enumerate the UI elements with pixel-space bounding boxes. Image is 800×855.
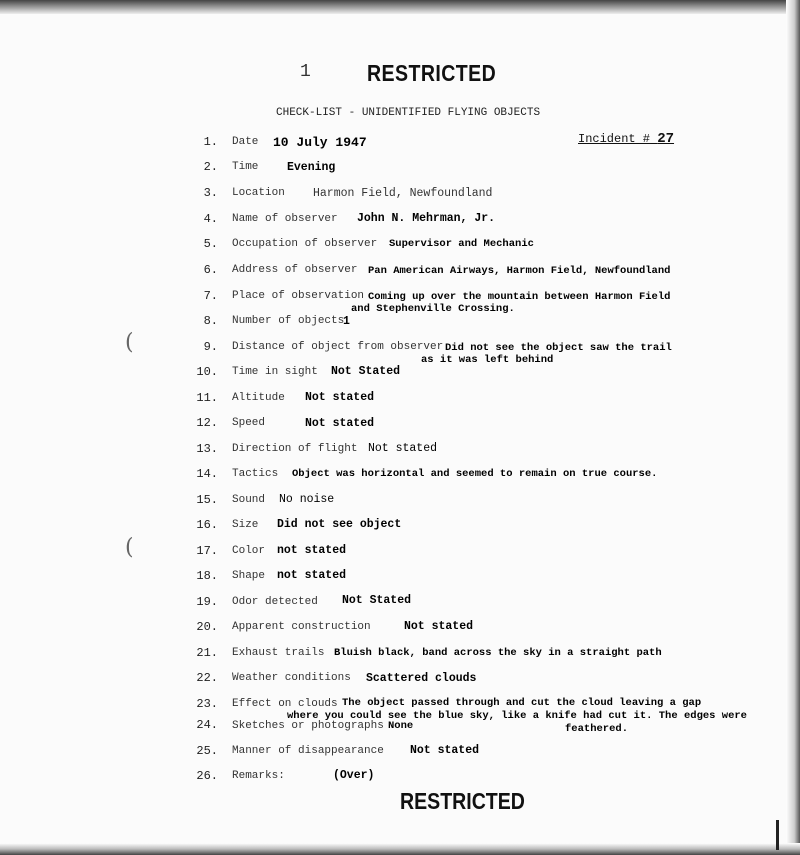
item-value: Object was horizontal and seemed to remain on true course. bbox=[292, 468, 658, 480]
item-value-continued: and Stephenville Crossing. bbox=[351, 303, 515, 315]
item-value: The object passed through and cut the cloud leaving a gap bbox=[342, 697, 702, 709]
item-label: Manner of disappearance bbox=[232, 745, 384, 757]
classification-header: RESTRICTED bbox=[367, 60, 497, 86]
item-label: Time in sight bbox=[232, 366, 318, 378]
scan-edge-right bbox=[786, 0, 800, 855]
item-value-continued: where you could see the blue sky, like a knife had cut it. The edges were bbox=[287, 710, 747, 722]
item-number: 14. bbox=[196, 467, 218, 481]
item-label: Effect on clouds bbox=[232, 698, 338, 710]
item-label: Color bbox=[232, 545, 266, 557]
item-label: Time bbox=[232, 161, 259, 173]
classification-footer: RESTRICTED bbox=[400, 788, 525, 814]
item-label: Direction of flight bbox=[232, 443, 358, 455]
item-value: Supervisor and Mechanic bbox=[389, 238, 534, 250]
item-number: 6. bbox=[203, 263, 218, 277]
item-label: Sound bbox=[232, 494, 266, 506]
item-number: 26. bbox=[196, 769, 218, 783]
item-label: Size bbox=[232, 519, 259, 531]
item-number: 22. bbox=[196, 671, 218, 685]
item-label: Weather conditions bbox=[232, 672, 351, 684]
item-value: Not stated bbox=[305, 417, 375, 430]
item-value: Not Stated bbox=[331, 365, 401, 378]
item-value: Not stated bbox=[404, 620, 474, 633]
item-number: 20. bbox=[196, 620, 218, 634]
item-value: Not Stated bbox=[342, 594, 412, 607]
item-value: Pan American Airways, Harmon Field, Newfoundland bbox=[368, 265, 671, 277]
item-value: Harmon Field, Newfoundland bbox=[313, 187, 493, 200]
item-label: Remarks: bbox=[232, 770, 285, 782]
stray-mark: ( bbox=[125, 330, 134, 355]
item-label: Address of observer bbox=[232, 264, 358, 276]
item-number: 17. bbox=[196, 544, 218, 558]
scan-mark bbox=[776, 820, 779, 850]
item-label: Location bbox=[232, 187, 285, 199]
item-number: 7. bbox=[203, 289, 218, 303]
item-number: 4. bbox=[203, 212, 218, 226]
item-value: (Over) bbox=[333, 769, 375, 782]
item-label: Altitude bbox=[232, 392, 285, 404]
item-number: 5. bbox=[203, 237, 218, 251]
item-label: Occupation of observer bbox=[232, 238, 378, 250]
item-number: 25. bbox=[196, 744, 218, 758]
item-value: Not stated bbox=[368, 442, 438, 455]
item-label: Name of observer bbox=[232, 213, 338, 225]
stray-mark: ( bbox=[125, 535, 134, 560]
item-number: 11. bbox=[196, 391, 218, 405]
item-label: Tactics bbox=[232, 468, 279, 480]
item-label: Number of objects bbox=[232, 315, 345, 327]
item-label: Date bbox=[232, 136, 259, 148]
item-value: No noise bbox=[279, 493, 335, 506]
item-number: 1. bbox=[203, 135, 218, 149]
page-number: 1 bbox=[300, 62, 311, 82]
item-value: 10 July 1947 bbox=[273, 135, 367, 150]
item-label: Exhaust trails bbox=[232, 647, 325, 659]
item-value: Bluish black, band across the sky in a straight path bbox=[334, 647, 662, 659]
item-number: 8. bbox=[203, 314, 218, 328]
item-label: Apparent construction bbox=[232, 621, 371, 633]
item-value: Evening bbox=[287, 161, 336, 174]
item-number: 12. bbox=[196, 416, 218, 430]
form-title: CHECK-LIST - UNIDENTIFIED FLYING OBJECTS bbox=[276, 107, 541, 119]
item-value-continued: feathered. bbox=[565, 723, 629, 735]
item-label: Speed bbox=[232, 417, 266, 429]
item-value: Coming up over the mountain between Harmon Field bbox=[368, 291, 671, 303]
scan-edge-top bbox=[0, 0, 800, 14]
item-value: not stated bbox=[277, 569, 347, 582]
incident-label: Incident # bbox=[578, 132, 651, 146]
incident-number: 27 bbox=[657, 131, 675, 147]
item-number: 18. bbox=[196, 569, 218, 583]
item-number: 10. bbox=[196, 365, 218, 379]
item-value: Did not see the object saw the trail bbox=[445, 342, 672, 354]
item-number: 13. bbox=[196, 442, 218, 456]
item-number: 16. bbox=[196, 518, 218, 532]
item-value: Did not see object bbox=[277, 518, 402, 531]
item-number: 15. bbox=[196, 493, 218, 507]
item-number: 21. bbox=[196, 646, 218, 660]
item-number: 2. bbox=[203, 160, 218, 174]
item-number: 3. bbox=[203, 186, 218, 200]
item-number: 9. bbox=[203, 340, 218, 354]
item-value: Scattered clouds bbox=[366, 672, 477, 685]
item-value: not stated bbox=[277, 544, 347, 557]
item-value: John N. Mehrman, Jr. bbox=[357, 212, 496, 225]
item-label: Odor detected bbox=[232, 596, 318, 608]
item-value: 1 bbox=[343, 315, 350, 328]
item-value: None bbox=[388, 720, 414, 732]
item-label: Shape bbox=[232, 570, 266, 582]
item-number: 23. bbox=[196, 697, 218, 711]
item-value: Not stated bbox=[410, 744, 480, 757]
item-value-continued: as it was left behind bbox=[421, 354, 554, 366]
item-label: Sketches or photographs bbox=[232, 720, 384, 732]
item-number: 24. bbox=[196, 718, 218, 732]
item-value: Not stated bbox=[305, 391, 375, 404]
item-number: 19. bbox=[196, 595, 218, 609]
item-label: Place of observation bbox=[232, 290, 365, 302]
item-label: Distance of object from observer bbox=[232, 341, 444, 353]
incident-field bbox=[578, 131, 674, 147]
scan-edge-bottom bbox=[0, 843, 800, 855]
